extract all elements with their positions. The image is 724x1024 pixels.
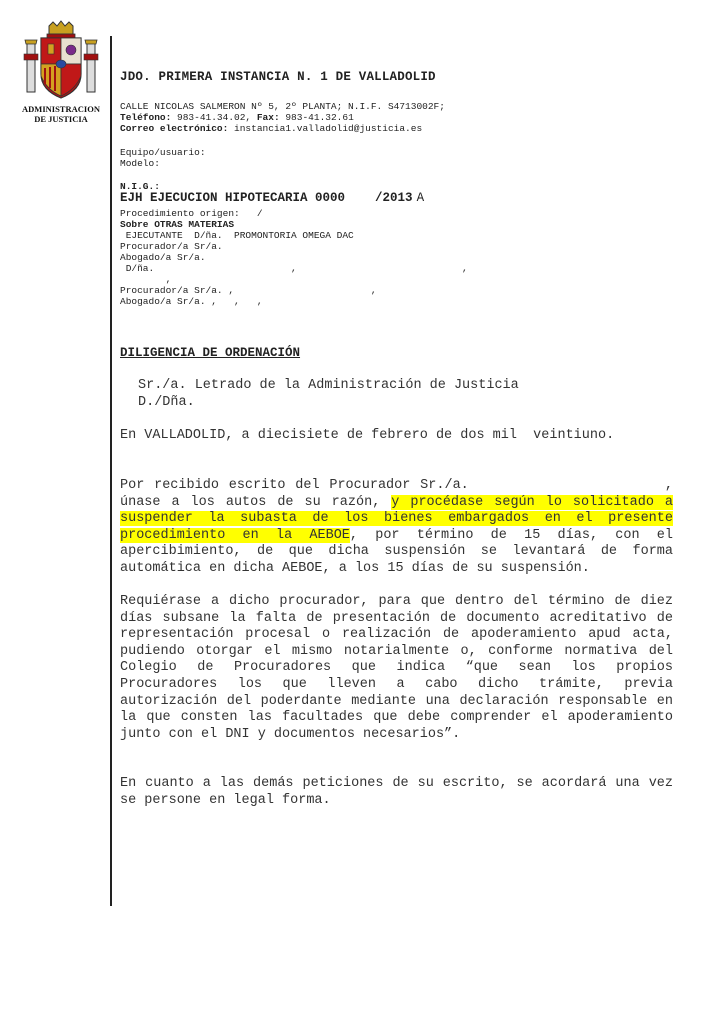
phone-label: Teléfono: [120,112,172,123]
court-name: JDO. PRIMERA INSTANCIA N. 1 DE VALLADOLID [120,70,436,84]
fax-label: Fax: [256,112,280,123]
procedure-subject: Sobre OTRAS MATERIAS [120,219,235,230]
court-address: CALLE NICOLAS SALMERON Nº 5, 2º PLANTA; N.I.F. S4713002F; [120,101,445,112]
equipo-block [120,147,206,169]
paragraph-1-start: Por recibido escrito del Procurador Sr./a. , únase a los autos de su razón, [120,478,682,510]
margin-rule [110,36,112,906]
phone-value: 983-41.34.02, [177,112,252,123]
document-heading: DILIGENCIA DE ORDENACIÓN [120,346,301,360]
procurador-2: Procurador/a Sr/a. , , [120,285,377,296]
coat-of-arms-logo [18,20,104,124]
paragraph-2: Requiérase a dicho procurador, para que dentro del término de diez días subsane la falta de presentación de documento acreditativo de representación procesal o realización de apoderamiento apud acta, pudiendo otorgar el mismo notarialmente o, conforme normativa del Colegio de Procuradores que indica “que sean los propios Procuradores los que lleven a cabo dicho trámite, previa autorización del poderdante mediante una declaración responsable en la que consten las facultades que debe comprender el apoderamiento junto con el DNI y documentos necesarios”. [120,594,673,742]
document-date: En VALLADOLID, a diecisiete de febrero de dos mil veintiuno. [120,428,615,443]
crest-line-1: ADMINISTRACION [22,104,100,114]
procurador-1: Procurador/a Sr/a. [120,241,223,252]
addressee-line-1: Sr./a. Letrado de la Administración de Justicia [138,378,519,393]
party-comma-line: , [120,274,172,285]
email-label: Correo electrónico: [120,123,229,134]
addressee-line-2: D./Dña. [138,394,195,410]
modelo: Modelo: [120,158,160,169]
abogado-1: Abogado/a Sr/a. [120,252,206,263]
nig-label: N.I.G.: [120,181,160,192]
court-contact-block [120,101,445,134]
paragraph-3: En cuanto a las demás peticiones de su escrito, se acordará una vez se persone en legal forma. [120,776,673,808]
procedure-details [120,208,468,307]
fax-value: 983-41.32.61 [285,112,354,123]
case-number [120,191,424,205]
paragraph-1 [120,478,682,578]
case-number-text: EJH EJECUCION HIPOTECARIA 0000 /2013 [120,191,413,205]
addressee-block [138,378,519,411]
abogado-2: Abogado/a Sr/a. , , , [120,296,263,307]
paragraph-1-end: , por término de 15 días, con el apercibimiento, de que dicha suspensión se levantará de forma automática en dicha AEBOE, a los 15 días de su suspensión. [120,527,673,576]
equipo-usuario: Equipo/usuario: [120,147,206,158]
paragraph-1-highlight: y procédase según lo solicitado a suspender la subasta de los bienes embargados en el presente procedimiento en la AEBOE [120,494,673,543]
court-email [120,123,445,134]
crest-line-2: DE JUSTICIA [34,114,88,124]
court-phone-fax [120,112,445,123]
executant: EJECUTANTE D/ña. PROMONTORIA OMEGA DAC [120,230,354,241]
crest-emblem-icon [21,20,101,102]
case-number-suffix: A [416,191,425,205]
email-value: instancia1.valladolid@justicia.es [234,123,423,134]
party-dna: D/ña. , , [120,263,468,274]
procedure-origin: Procedimiento origen: / [120,208,263,219]
